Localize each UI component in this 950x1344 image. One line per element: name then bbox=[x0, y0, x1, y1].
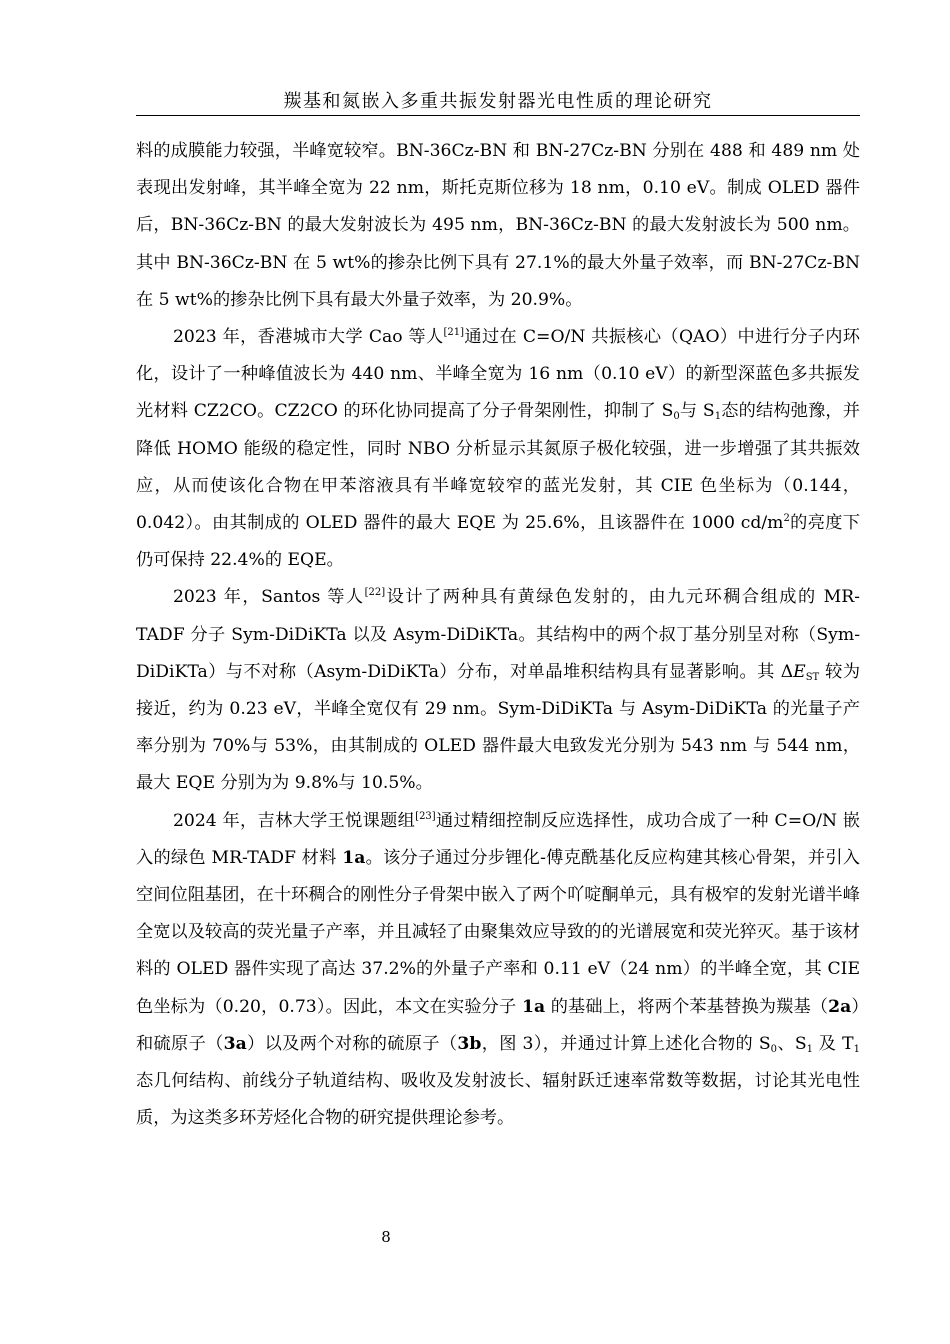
subscript-s0-b: 0 bbox=[770, 1043, 777, 1055]
paragraph-2-text-2: 通过在 C=O/N 共振核心（QAO）中进行分子内环化，设计了一种峰值波长为 440 nm、半峰全宽为 16 nm（0.10 eV）的新型深蓝色多共振发光材料 CZ2CO。CZ2CO 的环化协同提高了分子骨架刚性，抑制了 S bbox=[136, 327, 860, 422]
symbol-e: E bbox=[793, 661, 806, 682]
paragraph-2-text-1: 2023 年，香港城市大学 Cao 等人 bbox=[173, 327, 444, 348]
paragraph-3 bbox=[136, 579, 860, 802]
subscript-s1-b: 1 bbox=[806, 1043, 813, 1055]
subscript-t1: 1 bbox=[853, 1043, 860, 1055]
compound-3a: 3a bbox=[223, 1033, 247, 1054]
paragraph-4-text-8: 、S bbox=[776, 1033, 807, 1054]
paragraph-2-text-5: 的亮度下仍可保持 22.4%的 EQE。 bbox=[136, 513, 860, 571]
compound-3b: 3b bbox=[457, 1033, 482, 1054]
citation-22: [22] bbox=[364, 587, 386, 599]
paragraph-4-text-5: ）和硫原子（ bbox=[136, 996, 861, 1054]
paragraph-4-text-2: 通过精细控制反应选择性，成功合成了一种 C=O/N 嵌入的绿色 MR-TADF 材料 bbox=[136, 810, 860, 868]
paragraph-4-text-1: 2024 年，吉林大学王悦课题组 bbox=[173, 810, 416, 831]
subscript-s0: 0 bbox=[673, 411, 680, 423]
paragraph-4-text-10: 态几何结构、前线分子轨道结构、吸收及发射波长、辐射跃迁速率常数等数据，讨论其光电性质，为这类多环芳烃化合物的研究提供理论参考。 bbox=[136, 1071, 860, 1129]
compound-1a-ref: 1a bbox=[521, 996, 546, 1017]
compound-1a: 1a bbox=[342, 847, 366, 868]
compound-2a: 2a bbox=[828, 996, 852, 1017]
paragraph-4-text-4: 的基础上，将两个苯基替换为羰基（ bbox=[545, 996, 829, 1017]
paragraph-3-text-3: 较为接近，约为 0.23 eV，半峰全宽仅有 29 nm。Sym-DiDiKTa 与 Asym-DiDiKTa 的光量子产率分别为 70%与 53%，由其制成的 OLED 器件最大电致发光分别为 543 nm 与 544 nm，最大 EQE 分别为为 9.8%与 10.5%。 bbox=[136, 661, 861, 794]
header-rule bbox=[136, 115, 860, 116]
paragraph-2-text-4: 态的结构弛豫，并降低 HOMO 能级的稳定性，同时 NBO 分析显示其氮原子极化较强，进一步增强了其共振效应，从而使该化合物在甲苯溶液具有半峰宽较窄的蓝光发射，其 CIE 色坐标为（0.144，0.042）。由其制成的 OLED 器件的最大 EQE 为 25.6%，且该器件在 1000 cd/m bbox=[136, 401, 860, 534]
paragraph-3-text-2: 设计了两种具有黄绿色发射的，由九元环稠合组成的 MR-TADF 分子 Sym-DiDiKTa 以及 Asym-DiDiKTa。其结构中的两个叔丁基分别呈对称（Sym-DiDiKTa）与不对称（Asym-DiDiKTa）分布，对单晶堆积结构具有显著影响。其 Δ bbox=[136, 587, 860, 682]
paragraph-1-text: 料的成膜能力较强，半峰宽较窄。BN-36Cz-BN 和 BN-27Cz-BN 分别在 488 和 489 nm 处表现出发射峰，其半峰全宽为 22 nm，斯托克斯位移为 18 nm，0.10 eV。制成 OLED 器件后，BN-36Cz-BN 的最大发射波长为 495 nm，BN-36Cz-BN 的最大发射波长为 500 nm。其中 BN-36Cz-BN 在 5 wt%的掺杂比例下具有 27.1%的最大外量子效率，而 BN-27Cz-BN 在 5 wt%的掺杂比例下具有最大外量子效率，为 20.9%。 bbox=[136, 141, 860, 310]
body-text bbox=[136, 133, 860, 1137]
paragraph-4-text-6: ）以及两个对称的硫原子（ bbox=[246, 1033, 458, 1054]
paragraph-4 bbox=[136, 803, 860, 1138]
subscript-s1: 1 bbox=[714, 411, 722, 423]
paragraph-4-text-3: 。该分子通过分步锂化-傅克酰基化反应构建其核心骨架，并引入空间位阻基团，在十环稠合的刚性分子骨架中嵌入了两个吖啶酮单元，具有极窄的发射光谱半峰全宽以及较高的荧光量子产率，并且减轻了由聚集效应导致的的光谱展宽和荧光猝灭。基于该材料的 OLED 器件实现了高达 37.2%的外量子产率和 0.11 eV（24 nm）的半峰全宽，其 CIE 色坐标为（0.20，0.73）。因此，本文在实验分子 bbox=[136, 847, 860, 1017]
paragraph-3-text-1: 2023 年，Santos 等人 bbox=[173, 587, 365, 608]
paragraph-4-text-7: ，图 3），并通过计算上述化合物的 S bbox=[481, 1033, 771, 1054]
paragraph-2-text-3: 与 S bbox=[679, 401, 715, 422]
citation-23: [23] bbox=[415, 810, 436, 822]
paragraph-4-text-9: 及 T bbox=[813, 1033, 854, 1054]
superscript-2: 2 bbox=[783, 513, 790, 525]
paragraph-1 bbox=[136, 133, 860, 319]
running-header: 羰基和氮嵌入多重共振发射器光电性质的理论研究 bbox=[283, 91, 713, 112]
citation-21: [21] bbox=[443, 327, 465, 339]
page-number: 8 bbox=[381, 1228, 391, 1246]
paragraph-2 bbox=[136, 319, 860, 579]
subscript-st: ST bbox=[805, 671, 820, 683]
